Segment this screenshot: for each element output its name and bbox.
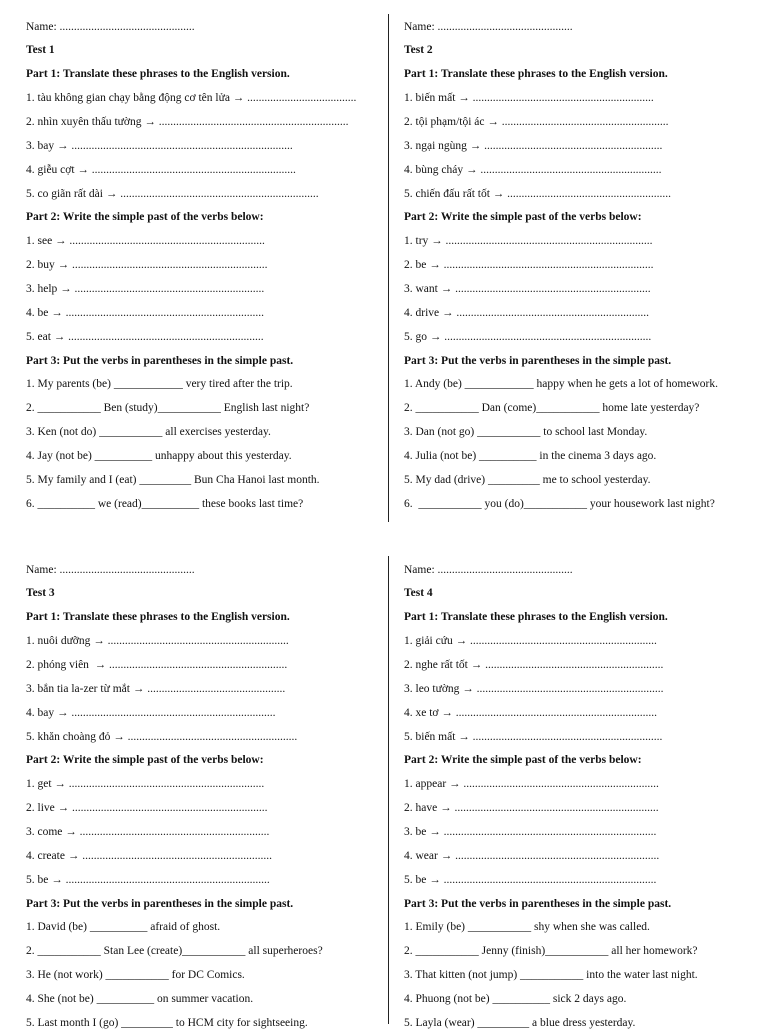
part3-heading: Part 3: Put the verbs in parentheses in the simple past. <box>26 355 294 367</box>
part2-item: 4. create → .................................................................. <box>26 850 272 862</box>
part1-item: 5. co giãn rất dài → ..................................................................... <box>26 188 319 200</box>
part3-heading: Part 3: Put the verbs in parentheses in the simple past. <box>26 898 294 910</box>
part2-item: 2. live → .................................................................... <box>26 802 268 814</box>
part2-heading: Part 2: Write the simple past of the verbs below: <box>404 211 642 223</box>
part1-item: 2. phóng viên → .............................................................. <box>26 659 288 671</box>
part3-item: 5. Last month I (go) _________ to HCM city for sightseeing. <box>26 1017 308 1029</box>
part2-item: 5. be → .......................................................................... <box>404 874 657 886</box>
part3-item: 5. Layla (wear) _________ a blue dress yesterday. <box>404 1017 636 1029</box>
column-divider-bottom <box>388 556 389 1024</box>
part1-item: 4. giễu cợt → ....................................................................... <box>26 164 296 176</box>
part3-item: 3. Dan (not go) ___________ to school last Monday. <box>404 426 648 438</box>
part2-item: 5. eat → .................................................................... <box>26 331 264 343</box>
name-line: Name: ............................................... <box>26 564 195 576</box>
part2-item: 4. wear → ....................................................................... <box>404 850 660 862</box>
part2-item: 3. want → .................................................................... <box>404 283 651 295</box>
part2-item: 1. get → .................................................................... <box>26 778 265 790</box>
test-title: Test 2 <box>404 44 433 56</box>
part3-heading: Part 3: Put the verbs in parentheses in the simple past. <box>404 898 672 910</box>
part1-item: 1. tàu không gian chạy bằng động cơ tên lửa → ...................................... <box>26 92 357 104</box>
part2-heading: Part 2: Write the simple past of the verbs below: <box>26 754 264 766</box>
part3-item: 6. ___________ you (do)___________ your housework last night? <box>404 498 715 510</box>
name-line: Name: ............................................... <box>404 564 573 576</box>
part3-item: 4. Jay (not be) __________ unhappy about this yesterday. <box>26 450 292 462</box>
part3-item: 4. Julia (not be) __________ in the cinema 3 days ago. <box>404 450 657 462</box>
part2-item: 3. help → .................................................................. <box>26 283 265 295</box>
part2-item: 3. be → .......................................................................... <box>404 826 657 838</box>
part1-item: 4. bay → ....................................................................... <box>26 707 276 719</box>
part3-item: 1. My parents (be) ____________ very tired after the trip. <box>26 378 293 390</box>
part2-item: 1. appear → .................................................................... <box>404 778 659 790</box>
test-title: Test 1 <box>26 44 55 56</box>
part3-item: 4. She (not be) __________ on summer vacation. <box>26 993 254 1005</box>
part1-heading: Part 1: Translate these phrases to the English version. <box>404 68 668 80</box>
part3-item: 2. ___________ Dan (come)___________ home late yesterday? <box>404 402 700 414</box>
part1-heading: Part 1: Translate these phrases to the English version. <box>26 68 290 80</box>
part3-item: 5. My dad (drive) _________ me to school yesterday. <box>404 474 651 486</box>
part2-item: 5. be → ....................................................................... <box>26 874 270 886</box>
part1-item: 1. biến mất → ............................................................... <box>404 92 654 104</box>
part1-item: 2. tội phạm/tội ác → .......................................................... <box>404 116 669 128</box>
part2-item: 2. have → ....................................................................... <box>404 802 659 814</box>
part3-item: 2. ___________ Stan Lee (create)___________ all superheroes? <box>26 945 323 957</box>
part1-item: 2. nhìn xuyên thấu tường → .................................................................. <box>26 116 349 128</box>
part1-item: 3. bắn tia la-zer từ mắt → ................................................ <box>26 683 286 695</box>
part2-item: 2. buy → .................................................................... <box>26 259 268 271</box>
test-title: Test 4 <box>404 587 433 599</box>
part2-item: 1. see → .................................................................... <box>26 235 265 247</box>
part1-item: 5. chiến đấu rất tốt → ......................................................... <box>404 188 672 200</box>
column-divider-top <box>388 14 389 522</box>
part3-item: 3. That kitten (not jump) ___________ into the water last night. <box>404 969 698 981</box>
part2-heading: Part 2: Write the simple past of the verbs below: <box>26 211 264 223</box>
part1-heading: Part 1: Translate these phrases to the English version. <box>404 611 668 623</box>
part1-item: 1. giải cứu → ................................................................. <box>404 635 657 647</box>
part1-item: 4. bùng cháy → ............................................................... <box>404 164 662 176</box>
part2-heading: Part 2: Write the simple past of the verbs below: <box>404 754 642 766</box>
part3-item: 1. David (be) __________ afraid of ghost. <box>26 921 221 933</box>
part3-item: 2. ___________ Ben (study)___________ English last night? <box>26 402 310 414</box>
part1-item: 3. ngại ngùng → .............................................................. <box>404 140 663 152</box>
part3-item: 1. Emily (be) ___________ shy when she was called. <box>404 921 650 933</box>
part3-item: 6. __________ we (read)__________ these books last time? <box>26 498 304 510</box>
part3-item: 5. My family and I (eat) _________ Bun Cha Hanoi last month. <box>26 474 320 486</box>
part1-item: 5. khăn choàng đỏ → ........................................................... <box>26 731 298 743</box>
part1-item: 1. nuôi dưỡng → ............................................................... <box>26 635 289 647</box>
part1-item: 5. biến mất → .................................................................. <box>404 731 663 743</box>
part1-heading: Part 1: Translate these phrases to the English version. <box>26 611 290 623</box>
name-line: Name: ............................................... <box>404 21 573 33</box>
part2-item: 4. drive → ................................................................... <box>404 307 650 319</box>
part1-item: 4. xe tơ → ...................................................................... <box>404 707 658 719</box>
part3-item: 3. He (not work) ___________ for DC Comics. <box>26 969 245 981</box>
part3-heading: Part 3: Put the verbs in parentheses in the simple past. <box>404 355 672 367</box>
part2-item: 1. try → ........................................................................ <box>404 235 653 247</box>
part2-item: 2. be → ......................................................................... <box>404 259 654 271</box>
part1-item: 3. bay → ............................................................................. <box>26 140 293 152</box>
part3-item: 1. Andy (be) ____________ happy when he gets a lot of homework. <box>404 378 718 390</box>
part2-item: 4. be → ..................................................................... <box>26 307 264 319</box>
part2-item: 5. go → ........................................................................ <box>404 331 652 343</box>
part1-item: 3. leo tường → ................................................................. <box>404 683 664 695</box>
name-line: Name: ............................................... <box>26 21 195 33</box>
part3-item: 3. Ken (not do) ___________ all exercises yesterday. <box>26 426 271 438</box>
test-title: Test 3 <box>26 587 55 599</box>
part3-item: 2. ___________ Jenny (finish)___________ all her homework? <box>404 945 698 957</box>
part1-item: 2. nghe rất tốt → .............................................................. <box>404 659 664 671</box>
part2-item: 3. come → .................................................................. <box>26 826 270 838</box>
part3-item: 4. Phuong (not be) __________ sick 2 days ago. <box>404 993 627 1005</box>
